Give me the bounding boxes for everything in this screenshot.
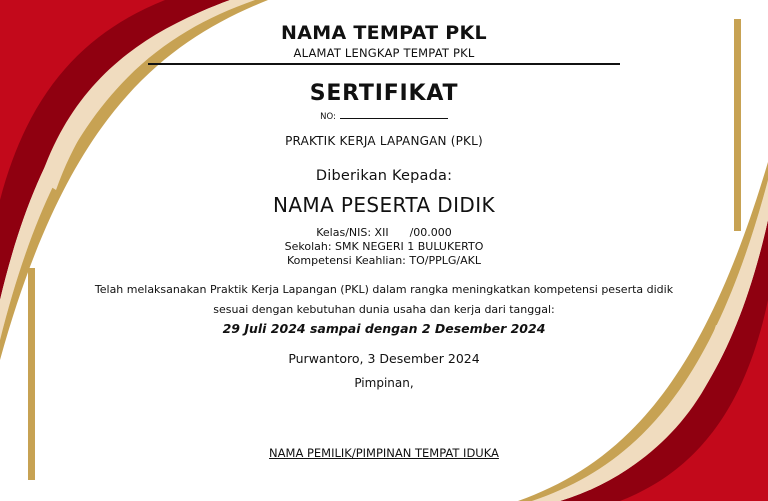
given-to-label: Diberikan Kepada: [315,168,453,184]
certificate-number-blank [340,110,448,119]
statement-line-2: sesuai dengan kebutuhan dunia usaha dan kerja dari tanggal: [213,303,555,316]
certificate-number [0,110,768,122]
signer-name: NAMA PEMILIK/PIMPINAN TEMPAT IDUKA [269,446,499,460]
signer-role: Pimpinan, [354,376,414,390]
date-range: 29 Juli 2024 sampai dengan 2 Desember 2024 [222,321,546,336]
company-name: NAMA TEMPAT PKL [281,22,487,44]
header-divider [148,63,620,65]
competency: Kompetensi Keahlian: TO/PPLG/AKL [287,254,481,267]
school-name: Sekolah: SMK NEGERI 1 BULUKERTO [284,240,484,253]
statement-line-1: Telah melaksanakan Praktik Kerja Lapangan (PKL) dalam rangka meningkatkan kompetensi peserta didik [94,283,674,296]
class-nis: Kelas/NIS: XII /00.000 [316,226,452,239]
certificate-title: SERTIFIKAT [309,81,459,106]
program-name: PRAKTIK KERJA LAPANGAN (PKL) [285,134,483,148]
company-address: ALAMAT LENGKAP TEMPAT PKL [293,46,475,60]
student-name: NAMA PESERTA DIDIK [272,193,496,217]
place-and-date: Purwantoro, 3 Desember 2024 [288,351,480,366]
certificate-number-label: NO: [320,112,336,122]
